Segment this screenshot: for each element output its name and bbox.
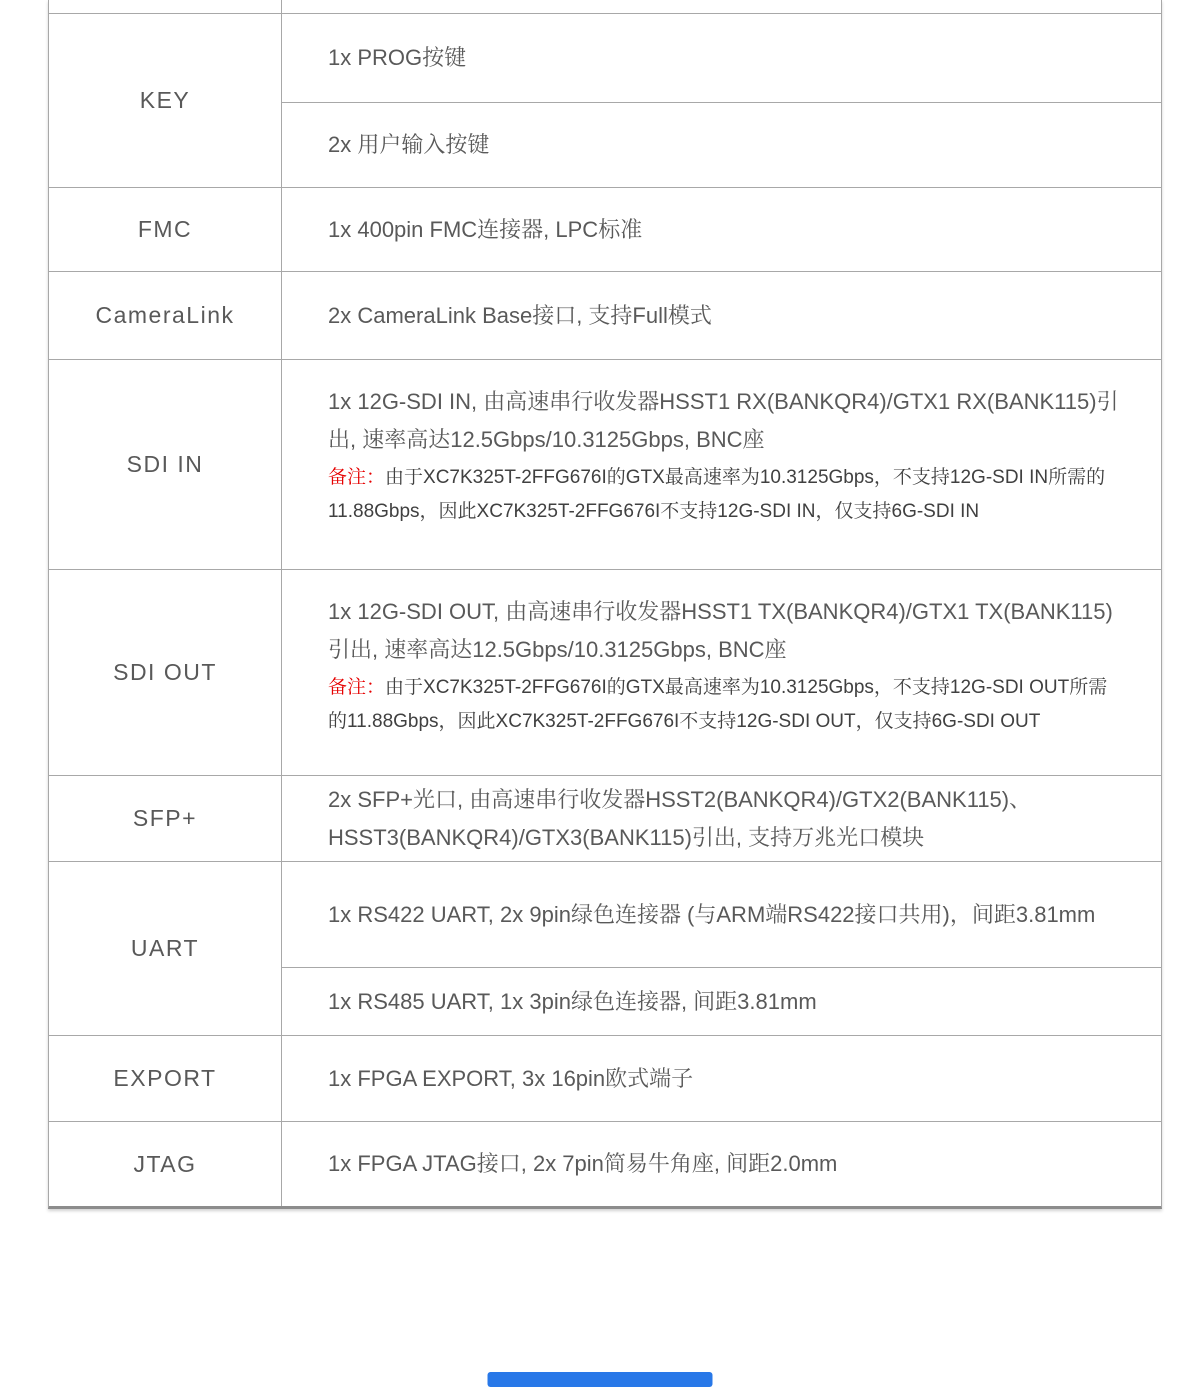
row-label-cell — [49, 272, 282, 359]
row-label-cell — [49, 0, 282, 13]
table-row — [49, 862, 1161, 1036]
row-value-cell — [282, 570, 1161, 775]
cell-text: 1x RS485 UART, 1x 3pin绿色连接器, 间距3.81mm — [328, 988, 817, 1014]
row-value-cell — [282, 272, 1161, 359]
row-label: KEY — [139, 87, 191, 113]
row-label-cell — [49, 862, 282, 1035]
row-label: CameraLink — [95, 302, 235, 328]
table-row — [49, 1036, 1161, 1122]
interface-spec-table — [48, 0, 1162, 1209]
cell-text: 1x FPGA JTAG接口, 2x 7pin简易牛角座, 间距2.0mm — [328, 1151, 838, 1176]
row-value-cell — [282, 776, 1161, 861]
row-value-cell — [282, 1036, 1161, 1121]
row-value-cell — [282, 102, 1161, 187]
cell-text: 2x SFP+光口, 由高速串行收发器HSST2(BANKQR4)/GTX2(BANK115)、HSST3(BANKQR4)/GTX3(BANK115)引出, 支持万兆光口模块 — [328, 786, 1032, 850]
row-label: SDI OUT — [113, 659, 217, 685]
cell-text: 1x RS422 UART, 2x 9pin绿色连接器 (与ARM端RS422接口共用)，间距3.81mm — [328, 901, 1096, 927]
row-label-cell — [49, 360, 282, 569]
cell-note — [328, 461, 1123, 529]
table-row — [49, 188, 1161, 272]
table-row — [49, 1122, 1161, 1206]
cell-text: 2x CameraLink Base接口, 支持Full模式 — [328, 302, 712, 328]
row-label-cell — [49, 1122, 282, 1206]
table-row — [49, 14, 1161, 188]
row-label-cell — [49, 188, 282, 271]
cell-text: 1x 12G-SDI IN, 由高速串行收发器HSST1 RX(BANKQR4)/GTX1 RX(BANK115)引出, 速率高达12.5Gbps/10.3125Gbps, BNC座 — [328, 389, 1119, 452]
note-text: 由于XC7K325T-2FFG676I的GTX最高速率为10.3125Gbps，不支持12G-SDI OUT所需的11.88Gbps，因此XC7K325T-2FFG676I不支持12G-SDI OUT，仅支持6G-SDI OUT — [328, 677, 1108, 732]
row-label: UART — [130, 935, 200, 961]
row-value-cell — [282, 0, 1161, 13]
cell-text: 1x 12G-SDI OUT, 由高速串行收发器HSST1 TX(BANKQR4)/GTX1 TX(BANK115)引出, 速率高达12.5Gbps/10.3125Gbps, BNC座 — [328, 599, 1113, 662]
table-row — [49, 360, 1161, 570]
row-value-cell — [282, 1122, 1161, 1206]
row-label: FMC — [137, 216, 193, 242]
row-label: JTAG — [133, 1150, 197, 1177]
table-row — [49, 272, 1161, 360]
row-value-cell — [282, 360, 1161, 569]
row-value-cell — [282, 967, 1161, 1035]
table-row — [49, 570, 1161, 776]
scroll-indicator[interactable] — [488, 1372, 713, 1387]
row-label-cell — [49, 570, 282, 775]
row-value-cell — [282, 188, 1161, 271]
cell-text: 2x 用户输入按键 — [328, 132, 490, 157]
cell-text: 1x 400pin FMC连接器, LPC标准 — [328, 216, 643, 242]
row-label-cell — [49, 1036, 282, 1121]
table-row — [49, 0, 1161, 14]
row-label: SDI IN — [126, 451, 204, 477]
row-label: EXPORT — [113, 1065, 217, 1091]
row-value-cell — [282, 862, 1161, 967]
note-label: 备注： — [328, 677, 386, 698]
table-row — [49, 776, 1161, 862]
cell-text: 1x FPGA EXPORT, 3x 16pin欧式端子 — [328, 1065, 694, 1091]
cell-text: 1x PROG按键 — [328, 45, 467, 70]
note-label: 备注： — [328, 467, 386, 488]
row-label-cell — [49, 776, 282, 861]
note-text: 由于XC7K325T-2FFG676I的GTX最高速率为10.3125Gbps，不支持12G-SDI IN所需的11.88Gbps，因此XC7K325T-2FFG676I不支持12G-SDI IN，仅支持6G-SDI IN — [328, 467, 1106, 522]
row-label: SFP+ — [132, 805, 198, 831]
row-value-cell — [282, 14, 1161, 102]
cell-note — [328, 671, 1123, 739]
row-label-cell — [49, 14, 282, 187]
